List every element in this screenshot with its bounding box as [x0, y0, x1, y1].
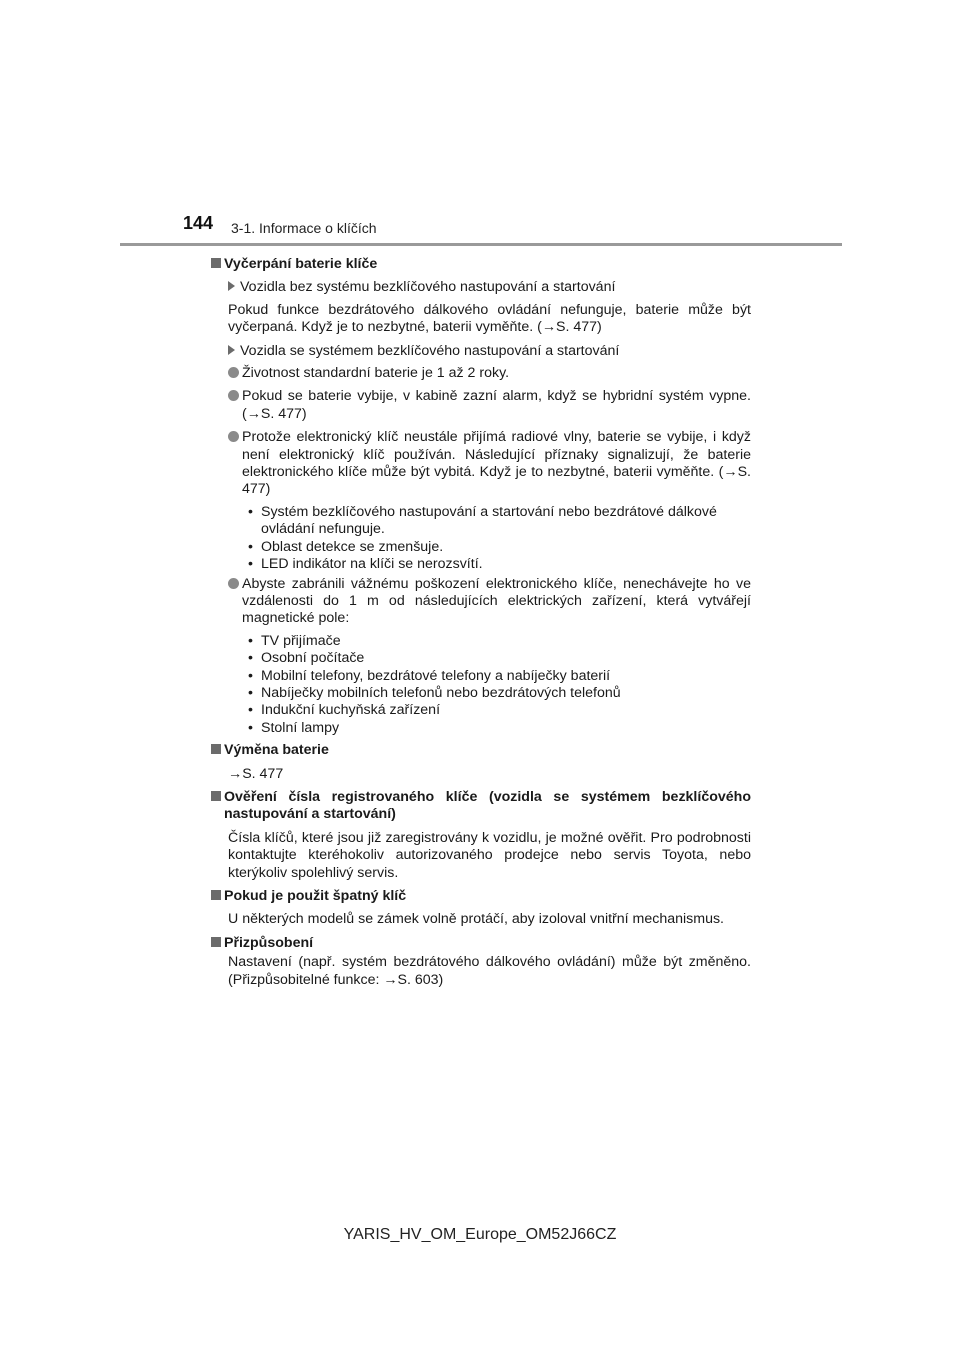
device-list — [228, 633, 751, 737]
document-code: YARIS_HV_OM_Europe_OM52J66CZ — [343, 1226, 617, 1243]
square-bullet-icon — [211, 937, 221, 947]
list-item: • Indukční kuchyňská zařízení — [248, 702, 441, 719]
round-bullet-icon — [228, 431, 239, 442]
square-bullet-icon — [211, 791, 221, 801]
section-title: Přizpůsobení — [224, 934, 314, 951]
list-item: • TV přijímače — [248, 632, 341, 649]
triangle-arrow-icon — [228, 281, 235, 291]
bullet-item: Protože elektronický klíč neustále přijímá radiové vlny, baterie se vybije, i když není elektronický klíč používán. Následující příznaky signalizují, že baterie elektronického klíče může být vybitá. Když je to nezbytné, baterii vyměňte. (→S. 477) — [228, 429, 751, 499]
round-bullet-icon — [228, 367, 239, 378]
list-item: • Nabíječky mobilních telefonů nebo bezdrátových telefonů — [248, 684, 621, 701]
section-body-wrong-key — [211, 911, 751, 928]
page-number: 144 — [183, 213, 214, 233]
list-item: • Mobilní telefony, bezdrátové telefony a nabíječky baterií — [248, 667, 611, 684]
list-item: • LED indikátor na klíči se nerozsvítí. — [248, 556, 483, 573]
header-rule — [120, 243, 842, 246]
bullet-item: Životnost standardní baterie je 1 až 2 roky. — [228, 365, 751, 382]
paragraph: U některých modelů se zámek volně protáčí, aby izoloval vnitřní mechanismus. — [228, 911, 724, 928]
section-body-battery — [211, 279, 751, 737]
list-item: • Oblast detekce se zmenšuje. — [248, 538, 444, 555]
page-reference: →S. 477 — [228, 765, 284, 782]
section-title: Pokud je použit špatný klíč — [224, 888, 407, 904]
paragraph: Nastavení (např. systém bezdrátového dálkového ovládání) může být změněno. (Přizpůsobitelné funkce: →S. 603) — [228, 954, 751, 988]
section-heading-wrong-key — [211, 888, 751, 905]
chapter-title: 3-1. Informace o klíčích — [231, 220, 377, 236]
list-item: • Systém bezklíčového nastupování a startování nebo bezdrátové dálkové ovládání nefunguje. — [248, 503, 717, 538]
section-body-replace — [211, 766, 751, 783]
vehicle-variant-label: Vozidla se systémem bezklíčového nastupování a startování — [228, 343, 751, 360]
vehicle-variant-label: Vozidla bez systému bezklíčového nastupování a startování — [228, 279, 751, 296]
section-heading-battery — [211, 256, 751, 273]
triangle-arrow-icon — [228, 345, 235, 355]
symptom-list — [228, 504, 751, 574]
round-bullet-icon — [228, 578, 239, 589]
square-bullet-icon — [211, 258, 221, 268]
bullet-item: Abyste zabránili vážnému poškození elektronického klíče, nenechávejte ho ve vzdálenosti do 1 m od následujících elektrických zařízení, která vytvářejí magnetické pole: — [228, 576, 751, 628]
section-body-custom — [211, 954, 751, 989]
list-item: • Osobní počítače — [248, 650, 365, 667]
page-content — [211, 256, 751, 995]
paragraph: Čísla klíčů, které jsou již zaregistrovány k vozidlu, je možné ověřit. Pro podrobnosti kontaktujte kteréhokoliv autorizovaného prodejce nebo servis Toyota, nebo kterýkoliv spolehlivý servis. — [228, 829, 751, 881]
bullet-item: Pokud se baterie vybije, v kabině zazní alarm, když se hybridní systém vypne. (→S. 477) — [228, 388, 751, 423]
section-title: Vyčerpání baterie klíče — [224, 256, 378, 272]
paragraph: Pokud funkce bezdrátového dálkového ovládání nefunguje, baterie může být vyčerpaná. Když je to nezbytné, baterii vyměňte. (→S. 477) — [228, 301, 751, 336]
section-heading-custom — [211, 935, 751, 952]
square-bullet-icon — [211, 744, 221, 754]
section-body-verify — [211, 830, 751, 882]
section-title: Výměna baterie — [224, 742, 329, 759]
section-title: Ověření čísla registrovaného klíče (vozidla se systémem bezklíčového nastupování a startování) — [224, 788, 751, 823]
section-heading-verify — [211, 789, 751, 824]
round-bullet-icon — [228, 390, 239, 401]
section-heading-replace — [211, 742, 751, 759]
list-item: • Stolní lampy — [248, 719, 340, 736]
square-bullet-icon — [211, 890, 221, 900]
